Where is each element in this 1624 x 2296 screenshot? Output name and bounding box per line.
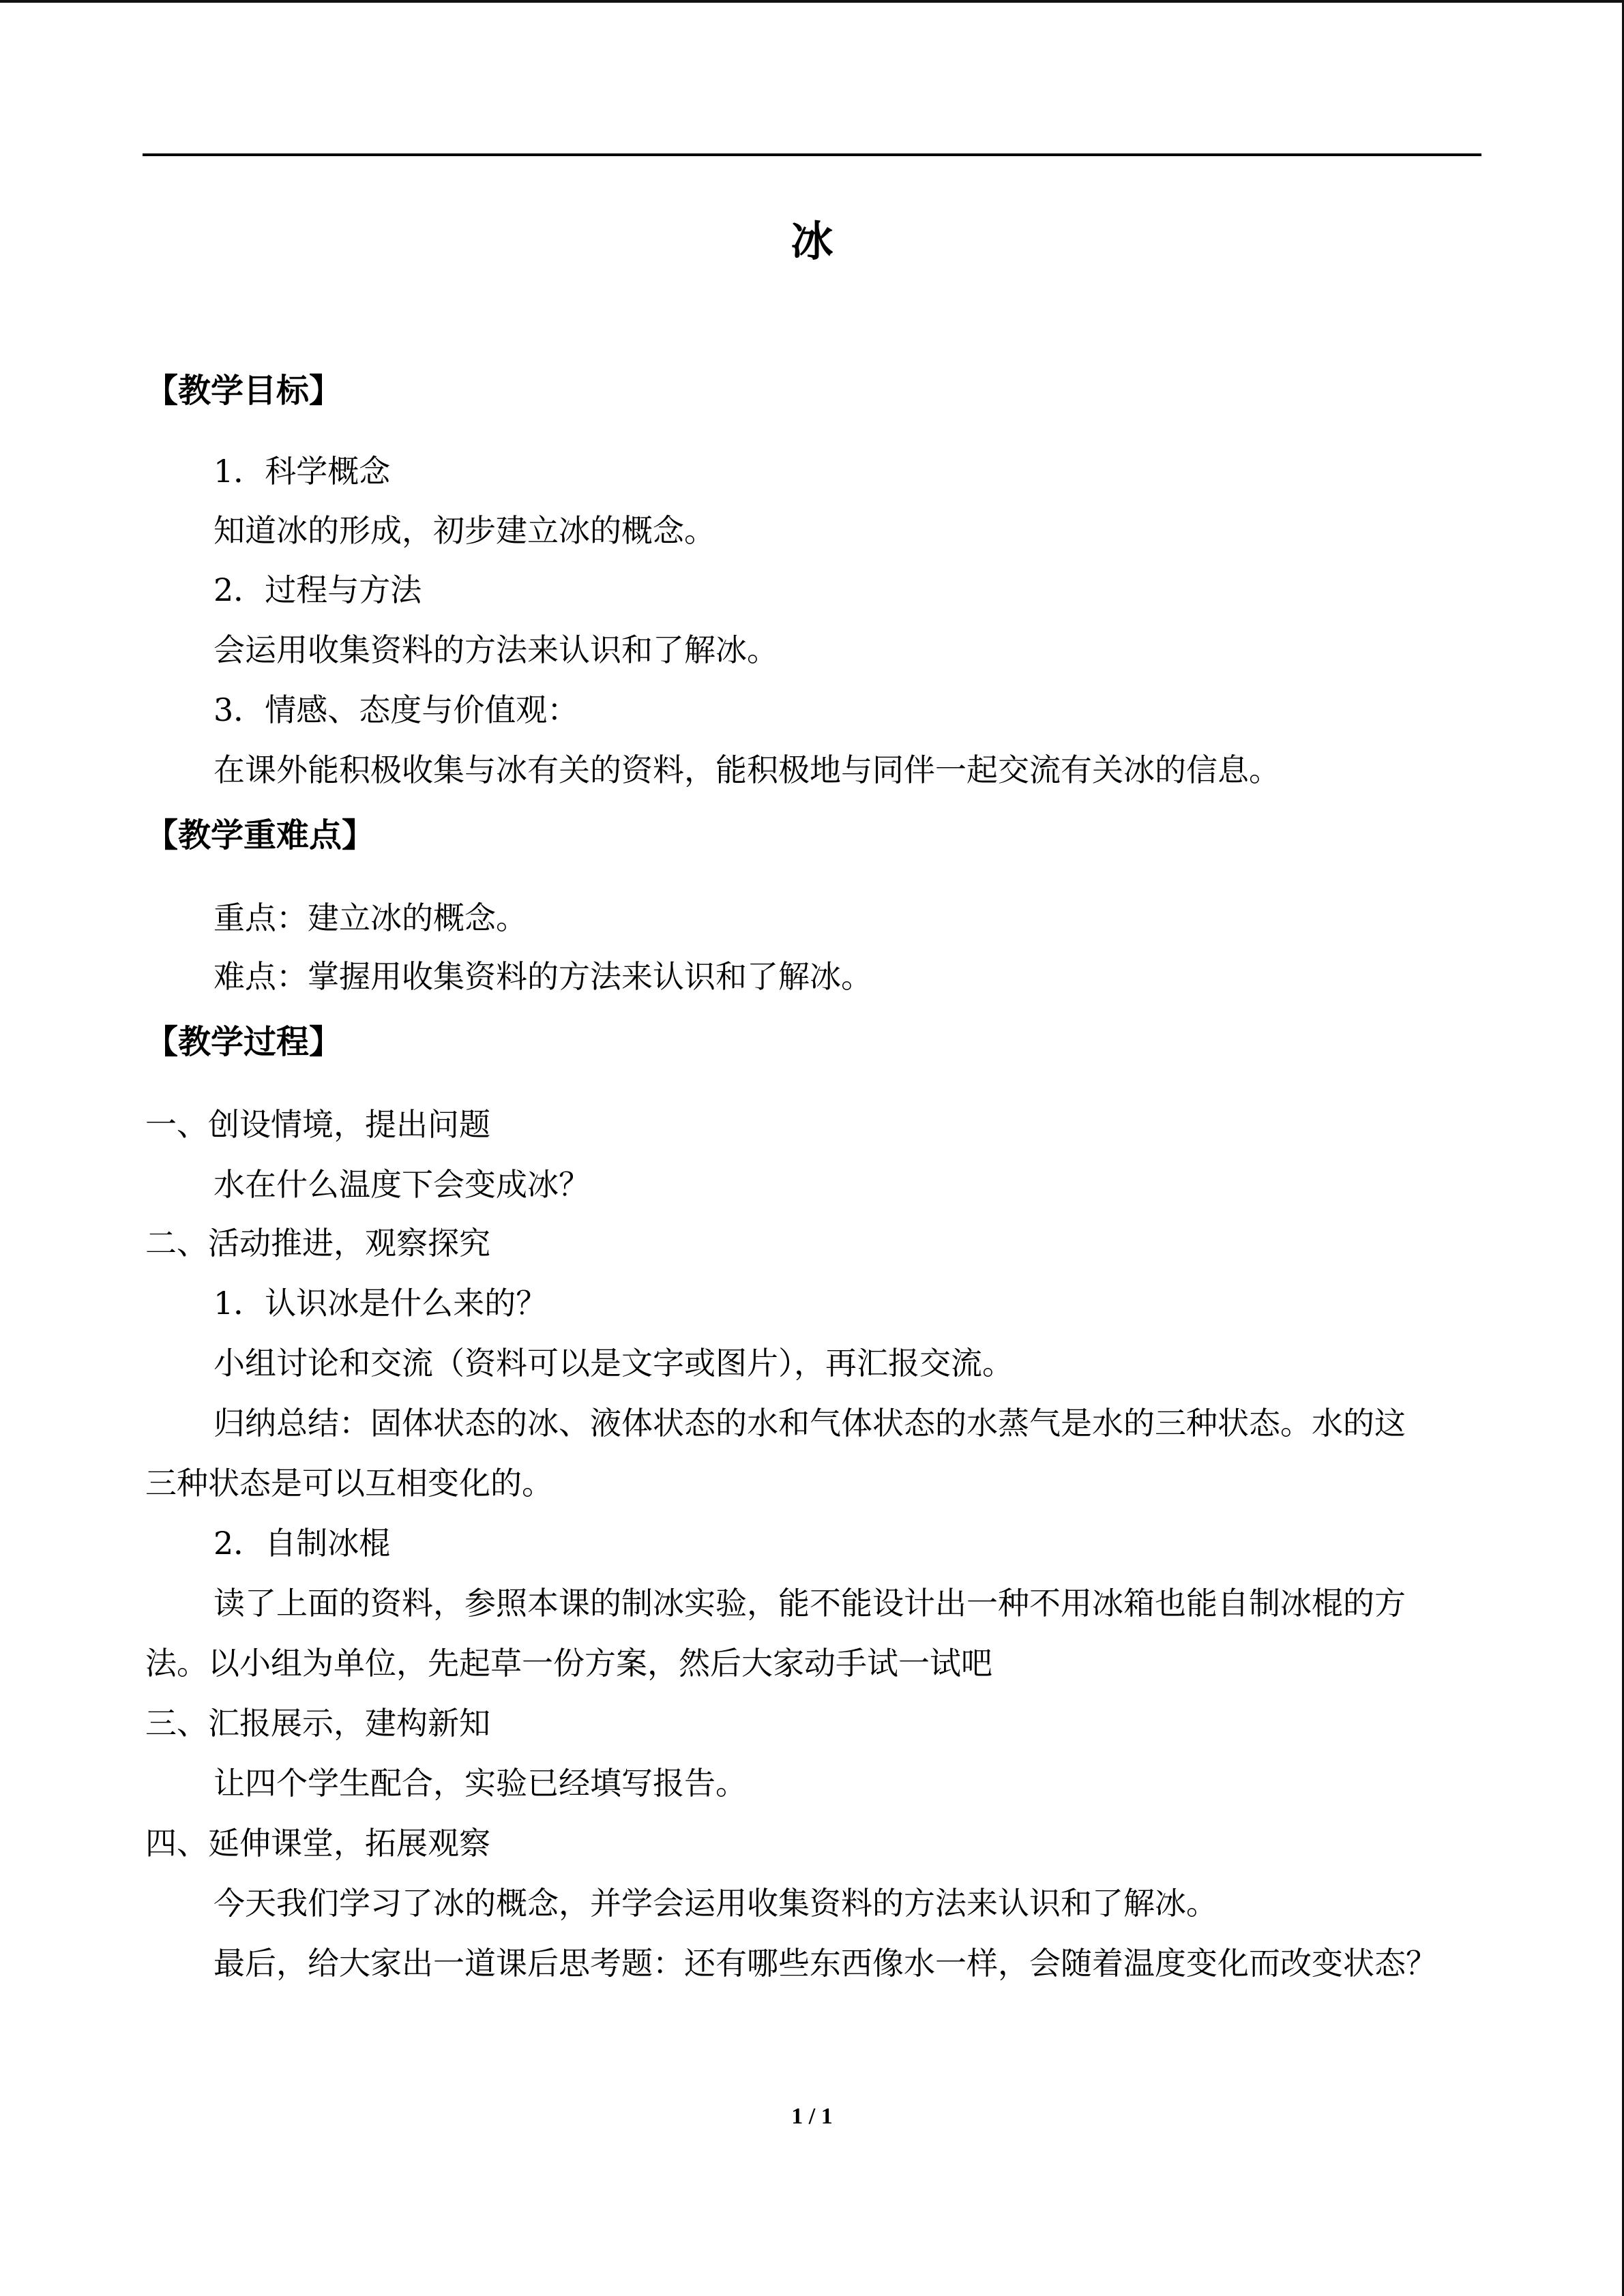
- process-step4-text1: 今天我们学习了冰的概念，并学会运用收集资料的方法来认识和了解冰。: [213, 1885, 1217, 1922]
- key-point-difficulty: 难点：掌握用收集资料的方法来认识和了解冰。: [213, 958, 872, 995]
- objective-item2-label: 2．过程与方法: [213, 571, 422, 608]
- process-step3-title: 三、汇报展示，建构新知: [145, 1705, 490, 1742]
- process-step1-title: 一、创设情境，提出问题: [145, 1106, 490, 1143]
- objective-item1-text: 知道冰的形成，初步建立冰的概念。: [213, 512, 715, 549]
- process-step2-sub1-text: 小组讨论和交流（资料可以是文字或图片），再汇报交流。: [213, 1345, 1014, 1382]
- process-step3-text: 让四个学生配合，实验已经填写报告。: [213, 1765, 747, 1802]
- process-step4-title: 四、延伸课堂，拓展观察: [145, 1825, 490, 1862]
- page-title: 冰: [791, 216, 833, 266]
- page-number: 1 / 1: [791, 2104, 833, 2129]
- process-step2-summary-line2: 三种状态是可以互相变化的。: [145, 1465, 553, 1502]
- process-step2-summary-line1: 归纳总结：固体状态的冰、液体状态的水和气体状态的水蒸气是水的三种状态。水的这: [213, 1405, 1406, 1442]
- section-heading-objectives: 【教学目标】: [145, 372, 342, 410]
- process-step2-sub2-line2: 法。以小组为单位，先起草一份方案，然后大家动手试一试吧: [145, 1645, 992, 1682]
- process-step2-sub2-line1: 读了上面的资料，参照本课的制冰实验，能不能设计出一种不用冰箱也能自制冰棍的方: [213, 1585, 1406, 1622]
- process-step2-sub2: 2．自制冰棍: [213, 1525, 391, 1562]
- objective-item3-label: 3．情感、态度与价值观：: [213, 691, 579, 728]
- key-point-focus: 重点：建立冰的概念。: [213, 899, 527, 936]
- objective-item3-text: 在课外能积极收集与冰有关的资料，能积极地与同伴一起交流有关冰的信息。: [213, 751, 1280, 788]
- objective-item2-text: 会运用收集资料的方法来认识和了解冰。: [213, 631, 778, 668]
- process-step2-title: 二、活动推进，观察探究: [145, 1225, 490, 1262]
- section-heading-process: 【教学过程】: [145, 1023, 342, 1061]
- objective-item1-label: 1．科学概念: [213, 453, 391, 490]
- header-rule: [143, 153, 1481, 156]
- process-step2-sub1: 1．认识冰是什么来的？: [213, 1285, 548, 1322]
- process-step1-text: 水在什么温度下会变成冰？: [213, 1166, 590, 1203]
- section-heading-key-points: 【教学重难点】: [145, 816, 375, 854]
- process-step4-text2: 最后，给大家出一道课后思考题：还有哪些东西像水一样，会随着温度变化而改变状态？: [213, 1945, 1437, 1982]
